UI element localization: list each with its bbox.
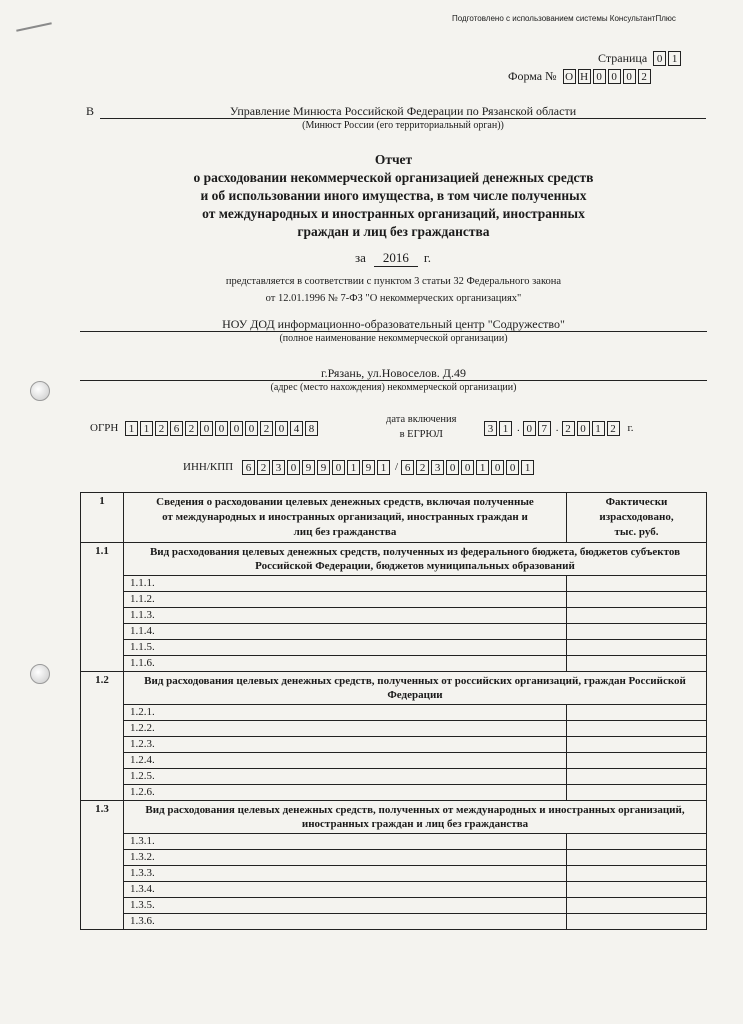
digit-cell: 1 bbox=[377, 460, 390, 475]
recipient-name: Управление Минюста Российской Федерации по Рязанской области bbox=[100, 104, 706, 119]
digit-cell: 0 bbox=[287, 460, 300, 475]
table-row bbox=[81, 898, 707, 914]
digit-cell: О bbox=[563, 69, 576, 84]
ogrn-label: ОГРН bbox=[90, 422, 119, 434]
report-title bbox=[80, 151, 707, 241]
form-number-field bbox=[508, 69, 653, 84]
digit-cell: 2 bbox=[260, 421, 273, 436]
section-number: 1.3 bbox=[81, 801, 124, 930]
punch-hole-top bbox=[30, 381, 50, 401]
table-row bbox=[81, 592, 707, 608]
law-line-2: от 12.01.1996 № 7-ФЗ "О некоммерческих организациях" bbox=[265, 293, 522, 304]
digit-cell: 1 bbox=[521, 460, 534, 475]
digit-cell: 0 bbox=[446, 460, 459, 475]
digit-cell: 6 bbox=[242, 460, 255, 475]
row-label: 1.1.6. bbox=[124, 656, 567, 672]
title-line-1: Отчет bbox=[374, 152, 413, 167]
row-value-cell[interactable] bbox=[567, 914, 707, 930]
digit-cell: 0 bbox=[275, 421, 288, 436]
header-description: Сведения о расходовании целевых денежных средств, включая полученные от международных и иностранных организаций, иностранных граждан и лиц без гражданства bbox=[124, 493, 567, 543]
digit-cell: 1 bbox=[125, 421, 138, 436]
law-reference bbox=[80, 273, 707, 307]
row-label: 1.3.5. bbox=[124, 898, 567, 914]
row-label: 1.3.2. bbox=[124, 850, 567, 866]
row-value-cell[interactable] bbox=[567, 834, 707, 850]
table-row bbox=[81, 721, 707, 737]
title-line-3: и об использовании иного имущества, в том числе полученных bbox=[200, 188, 587, 203]
digit-cell: 0 bbox=[332, 460, 345, 475]
table-row bbox=[81, 737, 707, 753]
digit-cell: 1 bbox=[347, 460, 360, 475]
digit-cell: 2 bbox=[416, 460, 429, 475]
recipient-caption: (Минюст России (его территориальный орган)) bbox=[302, 120, 504, 131]
digit-cell: 7 bbox=[538, 421, 551, 436]
period-year: 2016 bbox=[374, 250, 418, 267]
table-row bbox=[81, 914, 707, 930]
row-label: 1.3.6. bbox=[124, 914, 567, 930]
header-value-2: израсходовано, bbox=[599, 511, 674, 523]
digit-cell: 1 bbox=[668, 51, 681, 66]
ogrn-digits bbox=[125, 421, 320, 436]
page-number-field bbox=[598, 51, 683, 66]
digit-cell: 4 bbox=[290, 421, 303, 436]
pen-mark bbox=[16, 22, 52, 31]
digit-cell: 3 bbox=[431, 460, 444, 475]
row-label: 1.2.5. bbox=[124, 769, 567, 785]
table-row bbox=[81, 882, 707, 898]
digit-cell: 0 bbox=[200, 421, 213, 436]
egrul-label-1: дата включения bbox=[386, 414, 457, 425]
row-value-cell[interactable] bbox=[567, 769, 707, 785]
organization-name: НОУ ДОД информационно-образовательный центр "Содружество" bbox=[80, 317, 707, 332]
row-value-cell[interactable] bbox=[567, 624, 707, 640]
table-row bbox=[81, 753, 707, 769]
expenditure-table bbox=[80, 492, 707, 930]
digit-cell: 9 bbox=[362, 460, 375, 475]
header-value bbox=[567, 493, 707, 543]
consultant-note: Подготовлено с использованием системы КонсультантПлюс bbox=[452, 14, 676, 23]
row-value-cell[interactable] bbox=[567, 882, 707, 898]
punch-hole-bottom bbox=[30, 664, 50, 684]
section-title: Вид расходования целевых денежных средств, полученных от международных и иностранных организаций, иностранных граждан и лиц без гражданства bbox=[124, 801, 707, 834]
table-row bbox=[81, 576, 707, 592]
table-row bbox=[81, 866, 707, 882]
egrul-label-2: в ЕГРЮЛ bbox=[399, 429, 443, 440]
title-line-2: о расходовании некоммерческой организацией денежных средств bbox=[193, 170, 594, 185]
table-row bbox=[81, 656, 707, 672]
digit-cell: 8 bbox=[305, 421, 318, 436]
digit-cell: 0 bbox=[623, 69, 636, 84]
header-value-1: Фактически bbox=[605, 496, 668, 508]
row-value-cell[interactable] bbox=[567, 898, 707, 914]
header-value-3: тыс. руб. bbox=[614, 526, 659, 538]
page-label: Страница bbox=[598, 51, 648, 65]
digit-cell: 6 bbox=[170, 421, 183, 436]
digit-cell: 2 bbox=[257, 460, 270, 475]
digit-cell: 6 bbox=[401, 460, 414, 475]
digit-cell: 2 bbox=[155, 421, 168, 436]
section-header-row bbox=[81, 801, 707, 834]
table-row bbox=[81, 608, 707, 624]
row-value-cell[interactable] bbox=[567, 592, 707, 608]
table-row bbox=[81, 785, 707, 801]
inn-kpp-label: ИНН/КПП bbox=[183, 461, 234, 473]
section-number: 1.1 bbox=[81, 543, 124, 672]
section-number: 1.2 bbox=[81, 672, 124, 801]
period-prefix: за bbox=[355, 250, 366, 265]
digit-cell: 0 bbox=[523, 421, 536, 436]
digit-cell: 1 bbox=[499, 421, 512, 436]
law-line-1: представляется в соответствии с пунктом 3 статьи 32 Федерального закона bbox=[225, 276, 562, 287]
row-value-cell[interactable] bbox=[567, 850, 707, 866]
report-period bbox=[355, 250, 431, 267]
digit-cell: 0 bbox=[491, 460, 504, 475]
row-label: 1.2.6. bbox=[124, 785, 567, 801]
table-row bbox=[81, 705, 707, 721]
digit-cell: 0 bbox=[577, 421, 590, 436]
row-label: 1.1.4. bbox=[124, 624, 567, 640]
inn-kpp-digits bbox=[242, 460, 536, 475]
digit-cell: 1 bbox=[476, 460, 489, 475]
row-value-cell[interactable] bbox=[567, 640, 707, 656]
digit-cell: 1 bbox=[592, 421, 605, 436]
section-title: Вид расходования целевых денежных средств, полученных от российских организаций, граждан Российской Федерации bbox=[124, 672, 707, 705]
digit-cell: 2 bbox=[562, 421, 575, 436]
recipient-prefix: В bbox=[86, 104, 95, 118]
table-row bbox=[81, 850, 707, 866]
period-suffix: г. bbox=[423, 250, 432, 265]
row-value-cell[interactable] bbox=[567, 737, 707, 753]
digit-cell: 9 bbox=[302, 460, 315, 475]
organization-address-caption: (адрес (место нахождения) некоммерческой организации) bbox=[270, 382, 517, 393]
egrul-date-label bbox=[386, 412, 457, 442]
page-digits bbox=[653, 51, 683, 66]
form-chars bbox=[563, 69, 653, 84]
digit-cell: 1 bbox=[140, 421, 153, 436]
row-label: 1.1.2. bbox=[124, 592, 567, 608]
separator: . bbox=[517, 422, 520, 434]
date-suffix: г. bbox=[627, 422, 634, 434]
digit-cell: 2 bbox=[185, 421, 198, 436]
row-value-cell[interactable] bbox=[567, 753, 707, 769]
table-header-row bbox=[81, 493, 707, 543]
section-header-row bbox=[81, 543, 707, 576]
row-value-cell[interactable] bbox=[567, 866, 707, 882]
row-value-cell[interactable] bbox=[567, 785, 707, 801]
digit-cell: 2 bbox=[638, 69, 651, 84]
row-label: 1.3.3. bbox=[124, 866, 567, 882]
digit-cell: 0 bbox=[230, 421, 243, 436]
digit-cell: 3 bbox=[484, 421, 497, 436]
form-label: Форма № bbox=[508, 69, 557, 83]
row-label: 1.3.4. bbox=[124, 882, 567, 898]
row-value-cell[interactable] bbox=[567, 576, 707, 592]
row-label: 1.1.5. bbox=[124, 640, 567, 656]
egrul-date bbox=[484, 421, 637, 436]
separator: . bbox=[555, 422, 559, 434]
row-label: 1.2.3. bbox=[124, 737, 567, 753]
section-header-row bbox=[81, 672, 707, 705]
row-label: 1.1.3. bbox=[124, 608, 567, 624]
row-label: 1.2.2. bbox=[124, 721, 567, 737]
digit-cell: Н bbox=[578, 69, 591, 84]
digit-cell: 0 bbox=[653, 51, 666, 66]
row-label: 1.2.1. bbox=[124, 705, 567, 721]
title-line-5: граждан и лиц без гражданства bbox=[297, 224, 490, 239]
row-value-cell[interactable] bbox=[567, 656, 707, 672]
table-row bbox=[81, 769, 707, 785]
row-value-cell[interactable] bbox=[567, 721, 707, 737]
row-label: 1.1.1. bbox=[124, 576, 567, 592]
row-label: 1.2.4. bbox=[124, 753, 567, 769]
table-row bbox=[81, 624, 707, 640]
section-title: Вид расходования целевых денежных средств, полученных из федерального бюджета, бюджетов субъектов Российской Федерации, бюджетов муниципальных образований bbox=[124, 543, 707, 576]
row-value-cell[interactable] bbox=[567, 608, 707, 624]
digit-cell: 0 bbox=[245, 421, 258, 436]
row-label: 1.3.1. bbox=[124, 834, 567, 850]
table-row bbox=[81, 640, 707, 656]
digit-cell: 9 bbox=[317, 460, 330, 475]
digit-cell: 0 bbox=[593, 69, 606, 84]
organization-name-caption: (полное наименование некоммерческой организации) bbox=[279, 333, 508, 344]
digit-cell: 0 bbox=[215, 421, 228, 436]
row-value-cell[interactable] bbox=[567, 705, 707, 721]
separator: / bbox=[395, 461, 399, 473]
title-line-4: от международных и иностранных организаций, иностранных bbox=[202, 206, 585, 221]
digit-cell: 2 bbox=[607, 421, 620, 436]
header-num: 1 bbox=[81, 493, 124, 543]
digit-cell: 3 bbox=[272, 460, 285, 475]
digit-cell: 0 bbox=[461, 460, 474, 475]
digit-cell: 0 bbox=[608, 69, 621, 84]
table-row bbox=[81, 834, 707, 850]
organization-address: г.Рязань, ул.Новоселов. Д.49 bbox=[80, 366, 707, 381]
digit-cell: 0 bbox=[506, 460, 519, 475]
